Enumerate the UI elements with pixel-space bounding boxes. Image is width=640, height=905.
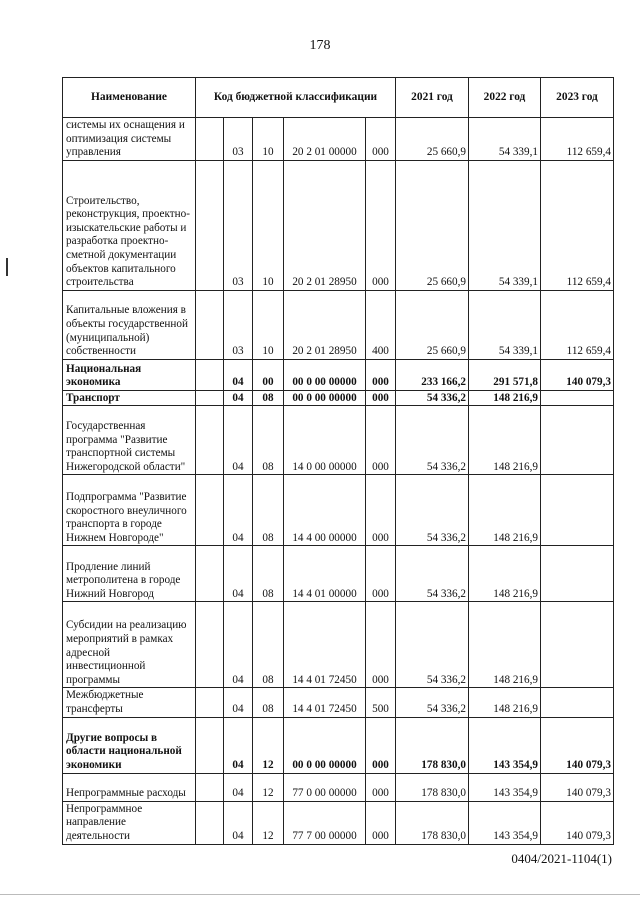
- table-row: [63, 801, 614, 844]
- value-2022: 143 354,9: [469, 801, 541, 844]
- code-target-article: 14 4 01 72450: [284, 688, 366, 717]
- code-section: 03: [224, 290, 253, 359]
- row-name: Продление линий метрополитена в городе Нижний Новгород: [63, 546, 196, 602]
- value-2022: 148 216,9: [469, 546, 541, 602]
- value-2023: 140 079,3: [541, 801, 614, 844]
- empty-cell: [196, 160, 224, 290]
- value-2022: 143 354,9: [469, 773, 541, 801]
- code-expense-type: 000: [366, 801, 396, 844]
- table-row: [63, 717, 614, 773]
- footer-divider: [0, 894, 640, 895]
- value-2021: 25 660,9: [396, 290, 469, 359]
- code-subsection: 10: [253, 118, 284, 161]
- code-subsection: 08: [253, 406, 284, 475]
- code-expense-type: 000: [366, 390, 396, 406]
- value-2023: [541, 602, 614, 688]
- code-section: 03: [224, 160, 253, 290]
- value-2021: 233 166,2: [396, 359, 469, 390]
- code-subsection: 08: [253, 688, 284, 717]
- code-target-article: 20 2 01 00000: [284, 118, 366, 161]
- table-row: [63, 359, 614, 390]
- row-name: Строительство, реконструкция, проектно-изыскательские работы и разработка проектно-сметной документации объектов капитального строительства: [63, 160, 196, 290]
- table-row: [63, 160, 614, 290]
- empty-cell: [196, 801, 224, 844]
- code-section: 04: [224, 475, 253, 546]
- row-name: Капитальные вложения в объекты государственной (муниципальной) собственности: [63, 290, 196, 359]
- code-target-article: 77 7 00 00000: [284, 801, 366, 844]
- code-section: 04: [224, 390, 253, 406]
- empty-cell: [196, 773, 224, 801]
- code-expense-type: 000: [366, 602, 396, 688]
- code-target-article: 00 0 00 00000: [284, 359, 366, 390]
- budget-table: [62, 77, 614, 845]
- value-2022: 148 216,9: [469, 390, 541, 406]
- value-2021: 178 830,0: [396, 717, 469, 773]
- value-2021: 178 830,0: [396, 773, 469, 801]
- value-2023: 140 079,3: [541, 359, 614, 390]
- header-2023: 2023 год: [541, 78, 614, 118]
- value-2021: 54 336,2: [396, 688, 469, 717]
- empty-cell: [196, 359, 224, 390]
- code-subsection: 08: [253, 390, 284, 406]
- code-expense-type: 000: [366, 118, 396, 161]
- row-name: Непрограммные расходы: [63, 773, 196, 801]
- page-number: 178: [309, 38, 331, 53]
- value-2023: [541, 390, 614, 406]
- code-subsection: 08: [253, 475, 284, 546]
- table-row: [63, 773, 614, 801]
- code-expense-type: 000: [366, 717, 396, 773]
- code-section: 04: [224, 546, 253, 602]
- value-2022: 291 571,8: [469, 359, 541, 390]
- code-target-article: 20 2 01 28950: [284, 160, 366, 290]
- code-target-article: 00 0 00 00000: [284, 717, 366, 773]
- value-2023: [541, 546, 614, 602]
- value-2023: 112 659,4: [541, 118, 614, 161]
- value-2021: 54 336,2: [396, 406, 469, 475]
- code-target-article: 14 4 00 00000: [284, 475, 366, 546]
- code-target-article: 00 0 00 00000: [284, 390, 366, 406]
- code-section: 04: [224, 801, 253, 844]
- code-subsection: 10: [253, 290, 284, 359]
- value-2022: 148 216,9: [469, 475, 541, 546]
- table-row: [63, 475, 614, 546]
- code-expense-type: 400: [366, 290, 396, 359]
- code-expense-type: 000: [366, 546, 396, 602]
- value-2022: 148 216,9: [469, 688, 541, 717]
- table-row: [63, 118, 614, 161]
- value-2022: 54 339,1: [469, 118, 541, 161]
- row-name: Государственная программа "Развитие транспортной системы Нижегородской области": [63, 406, 196, 475]
- value-2022: 143 354,9: [469, 717, 541, 773]
- row-name: системы их оснащения и оптимизация системы управления: [63, 118, 196, 161]
- code-expense-type: 500: [366, 688, 396, 717]
- code-section: 04: [224, 602, 253, 688]
- code-section: 04: [224, 688, 253, 717]
- row-name: Другие вопросы в области национальной экономики: [63, 717, 196, 773]
- code-expense-type: 000: [366, 359, 396, 390]
- value-2022: 54 339,1: [469, 160, 541, 290]
- code-target-article: 14 4 01 00000: [284, 546, 366, 602]
- code-subsection: 08: [253, 602, 284, 688]
- code-subsection: 12: [253, 801, 284, 844]
- row-name: Транспорт: [63, 390, 196, 406]
- row-name: Непрограммное направление деятельности: [63, 801, 196, 844]
- code-subsection: 00: [253, 359, 284, 390]
- code-subsection: 10: [253, 160, 284, 290]
- value-2023: 112 659,4: [541, 290, 614, 359]
- value-2021: 54 336,2: [396, 390, 469, 406]
- value-2021: 25 660,9: [396, 160, 469, 290]
- value-2022: 148 216,9: [469, 602, 541, 688]
- value-2021: 54 336,2: [396, 546, 469, 602]
- code-expense-type: 000: [366, 773, 396, 801]
- code-target-article: 20 2 01 28950: [284, 290, 366, 359]
- value-2021: 54 336,2: [396, 602, 469, 688]
- table-row: [63, 406, 614, 475]
- value-2023: [541, 406, 614, 475]
- table-row: [63, 390, 614, 406]
- value-2023: 140 079,3: [541, 773, 614, 801]
- code-expense-type: 000: [366, 406, 396, 475]
- value-2021: 54 336,2: [396, 475, 469, 546]
- code-section: 03: [224, 118, 253, 161]
- empty-cell: [196, 688, 224, 717]
- empty-cell: [196, 602, 224, 688]
- code-expense-type: 000: [366, 160, 396, 290]
- table-row: [63, 546, 614, 602]
- value-2022: 54 339,1: [469, 290, 541, 359]
- value-2023: 140 079,3: [541, 717, 614, 773]
- empty-cell: [196, 290, 224, 359]
- empty-cell: [196, 118, 224, 161]
- empty-cell: [196, 390, 224, 406]
- value-2021: 178 830,0: [396, 801, 469, 844]
- table-row: [63, 688, 614, 717]
- row-name: Подпрограмма "Развитие скоростного внеуличного транспорта в городе Нижнем Новгороде": [63, 475, 196, 546]
- value-2023: [541, 688, 614, 717]
- value-2023: 112 659,4: [541, 160, 614, 290]
- row-name: Субсидии на реализацию мероприятий в рамках адресной инвестиционной программы: [63, 602, 196, 688]
- header-2021: 2021 год: [396, 78, 469, 118]
- value-2022: 148 216,9: [469, 406, 541, 475]
- code-subsection: 08: [253, 546, 284, 602]
- empty-cell: [196, 475, 224, 546]
- code-section: 04: [224, 773, 253, 801]
- header-2022: 2022 год: [469, 78, 541, 118]
- empty-cell: [196, 406, 224, 475]
- scan-mark: [6, 258, 8, 276]
- code-section: 04: [224, 717, 253, 773]
- code-section: 04: [224, 406, 253, 475]
- empty-cell: [196, 546, 224, 602]
- table-row: [63, 290, 614, 359]
- empty-cell: [196, 717, 224, 773]
- code-subsection: 12: [253, 717, 284, 773]
- value-2021: 25 660,9: [396, 118, 469, 161]
- table-header-row: [63, 78, 614, 118]
- row-name: Межбюджетные трансферты: [63, 688, 196, 717]
- code-expense-type: 000: [366, 475, 396, 546]
- header-name: Наименование: [63, 78, 196, 118]
- document-code: 0404/2021-1104(1): [511, 851, 612, 866]
- row-name: Национальная экономика: [63, 359, 196, 390]
- value-2023: [541, 475, 614, 546]
- table-row: [63, 602, 614, 688]
- code-target-article: 14 4 01 72450: [284, 602, 366, 688]
- code-target-article: 77 0 00 00000: [284, 773, 366, 801]
- code-target-article: 14 0 00 00000: [284, 406, 366, 475]
- header-code: Код бюджетной классификации: [196, 78, 396, 118]
- code-subsection: 12: [253, 773, 284, 801]
- code-section: 04: [224, 359, 253, 390]
